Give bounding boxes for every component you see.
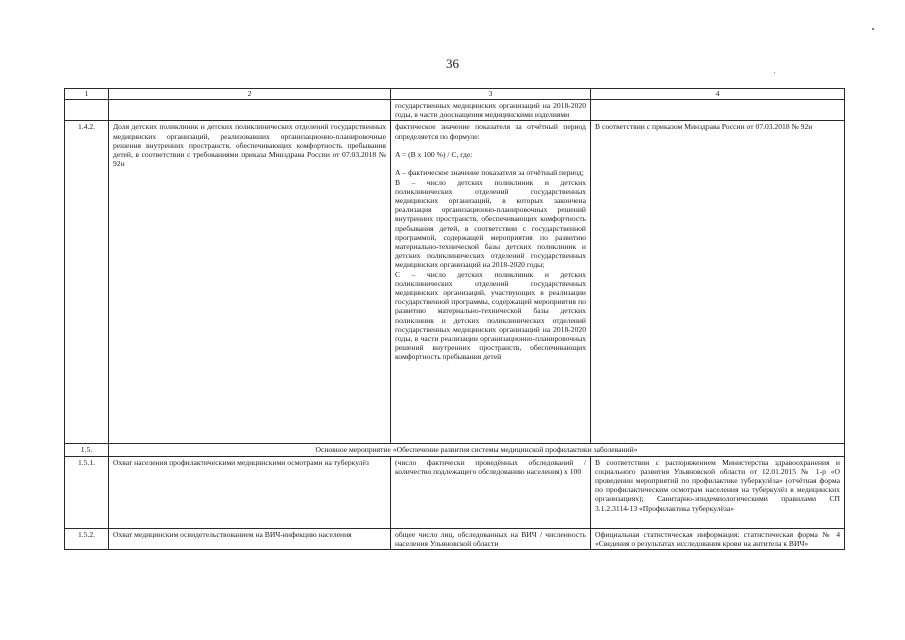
indicator-name: Охват медицинским освидетельствованием на ВИЧ-инфекцию населения <box>109 528 391 549</box>
section-title: Основное мероприятие «Обеспечение развития системы медицинской профилактики заболеваний» <box>109 444 845 456</box>
continuation-formula-tail: государственных медицинских организаций на 2018-2020 годы, в части дооснащения медицинскими изделиями <box>391 100 591 121</box>
source-reference: В соответствии с распоряжением Министерства здравоохранения и социального развития Ульяновской области от 12.01.2015 № 1-р «О проведении мероприятий по профилактике туберкулёза» (отчётная форма по профилактическим осмотрам населения на туберкулёз в медицинских организациях); Санитарно-эпидемиологическими правилами СП 3.1.2.3114-13 «Профилактика туберкулёза» <box>591 456 845 528</box>
indicator-name: Доля детских поликлиник и детских поликлинических отделений государственных медицинских организаций, реализовавших организационно-планировочные решения внутренних пространств, обеспечивающих комфортность пребывания детей, в соответствии с требованиями приказа Минздрава России от 07.03.2018 № 92н <box>109 121 391 444</box>
scan-speck <box>774 72 775 73</box>
row-number: 1.4.2. <box>65 121 109 444</box>
calculation-method <box>391 121 591 444</box>
table-row <box>65 456 845 528</box>
indicator-table <box>64 88 845 550</box>
continuation-empty-1 <box>65 100 109 121</box>
method-spacer <box>395 141 586 150</box>
continuation-row <box>65 100 845 121</box>
header-cell-2: 2 <box>109 89 391 100</box>
header-cell-1: 1 <box>65 89 109 100</box>
method-line-c: С – число детских поликлиник и детских поликлинических отделений государственных медицинских организаций, участвующих в реализации государственной программы, содержащей мероприятия по развитию материально-технической базы детских поликлиник и детских поликлинических отделений государственных медицинских организаций на 2018-2020 годы, в части реализации организационно-планировочных решений внутренних пространств, обеспечивающих комфортность пребывания детей <box>395 269 586 362</box>
method-formula: A = (B x 100 %) / C, где: <box>395 150 473 160</box>
section-number: 1.5. <box>65 444 109 456</box>
table-row <box>65 121 845 444</box>
header-cell-3: 3 <box>391 89 591 100</box>
row-number: 1.5.1. <box>65 456 109 528</box>
continuation-empty-2 <box>109 100 391 121</box>
section-row <box>65 444 845 456</box>
header-cell-4: 4 <box>591 89 845 100</box>
method-line: фактическое значение показателя за отчётный период определяется по формуле: <box>395 122 586 141</box>
table-row <box>65 528 845 549</box>
source-reference: Официальная статистическая информация: статистическая форма № 4 «Сведения о результатах исследования крови на антитела к ВИЧ» <box>591 528 845 549</box>
calculation-method: общее число лиц, обследованных на ВИЧ / численность населения Ульяновской области <box>391 528 591 549</box>
source-reference: В соответствии с приказом Минздрава России от 07.03.2018 № 92н <box>591 121 845 444</box>
row-number: 1.5.2. <box>65 528 109 549</box>
calculation-method: (число фактически проведённых обследований / количество подлежащего обследованию населения) x 100 <box>391 456 591 528</box>
indicator-name: Охват населения профилактическими медицинскими осмотрами на туберкулёз <box>109 456 391 528</box>
method-line-b: B – число детских поликлиник и детских поликлинических отделений государственных медицинских организаций, в которых закончена реализация организационно-планировочных решений внутренних пространств, обеспечивающих комфортность пребывания детей, в соответствии с государственной программой, содержащей мероприятия по развитию материально-технической базы детских поликлиник и детских поликлинических отделений государственных медицинских организаций на 2018-2020 годы; <box>395 177 586 270</box>
table-header-row <box>65 89 845 100</box>
scan-speck <box>872 28 874 30</box>
page-number: 36 <box>446 56 459 71</box>
method-line-a: А – фактическое значение показателя за отчётный период; <box>395 168 584 178</box>
method-spacer <box>395 159 586 168</box>
continuation-empty-4 <box>591 100 845 121</box>
